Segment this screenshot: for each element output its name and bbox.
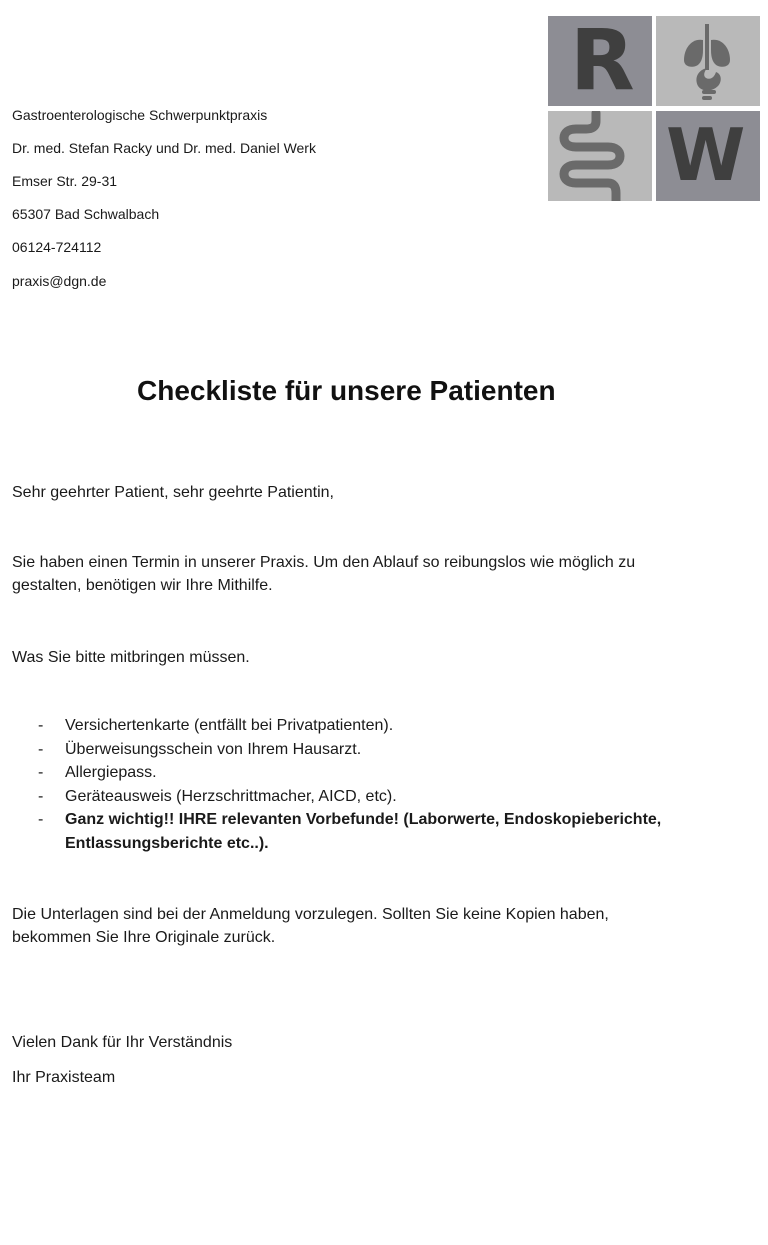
intestine-icon: [548, 111, 652, 201]
street-address: Emser Str. 29-31: [12, 173, 118, 189]
logo-letter-w: W: [666, 113, 746, 197]
doctor-names: Dr. med. Stefan Racky und Dr. med. Daniel Werk: [12, 140, 316, 156]
practice-logo: [548, 11, 752, 201]
list-item: [12, 738, 712, 762]
intro-paragraph: Sie haben einen Termin in unserer Praxis. Um den Ablauf so reibungslos wie möglich zu gestalten, benötigen wir Ihre Mithilfe.: [12, 554, 636, 594]
list-dash: -: [38, 717, 44, 734]
email-address: praxis@dgn.de: [12, 273, 107, 289]
logo-tile-intestine: [548, 111, 652, 201]
list-item: [12, 761, 712, 785]
list-dash: -: [38, 811, 44, 828]
list-item-text: Allergiepass.: [65, 764, 157, 781]
list-item-text: Versichertenkarte (entfällt bei Privatpatienten).: [65, 717, 394, 734]
list-dash: -: [38, 764, 44, 781]
list-item-text: Ganz wichtig!! IHRE relevanten Vorbefunde! (Laborwerte, Endoskopieberichte, Entlassungsberichte etc..).: [65, 811, 662, 852]
list-dash: -: [38, 787, 44, 805]
list-dash: -: [38, 740, 44, 758]
city-address: 65307 Bad Schwalbach: [12, 206, 160, 222]
closing-signature: Ihr Praxisteam: [12, 1069, 116, 1086]
list-item: [12, 714, 712, 738]
logo-tile-organs: [656, 16, 760, 106]
checklist: [12, 714, 712, 855]
documents-note: Die Unterlagen sind bei der Anmeldung vorzulegen. Sollten Sie keine Kopien haben, bekommen Sie Ihre Originale zurück.: [12, 906, 609, 946]
logo-tile-w: [656, 111, 760, 201]
logo-tile-r: [548, 11, 652, 109]
list-item-important: [12, 808, 665, 855]
list-item-text: Überweisungsschein von Ihrem Hausarzt.: [65, 740, 362, 758]
lungs-stomach-icon: [656, 16, 760, 106]
bring-heading: Was Sie bitte mitbringen müssen.: [12, 649, 250, 666]
greeting: Sehr geehrter Patient, sehr geehrte Patientin,: [12, 484, 334, 501]
list-item-text: Geräteausweis (Herzschrittmacher, AICD, etc).: [65, 787, 397, 805]
page-title: Checkliste für unsere Patienten: [137, 375, 556, 406]
practice-name: Gastroenterologische Schwerpunktpraxis: [12, 107, 268, 123]
closing-thanks: Vielen Dank für Ihr Verständnis: [12, 1034, 233, 1051]
logo-letter-r: R: [570, 11, 635, 109]
list-item: [12, 785, 712, 809]
phone-number: 06124-724112: [12, 239, 102, 255]
